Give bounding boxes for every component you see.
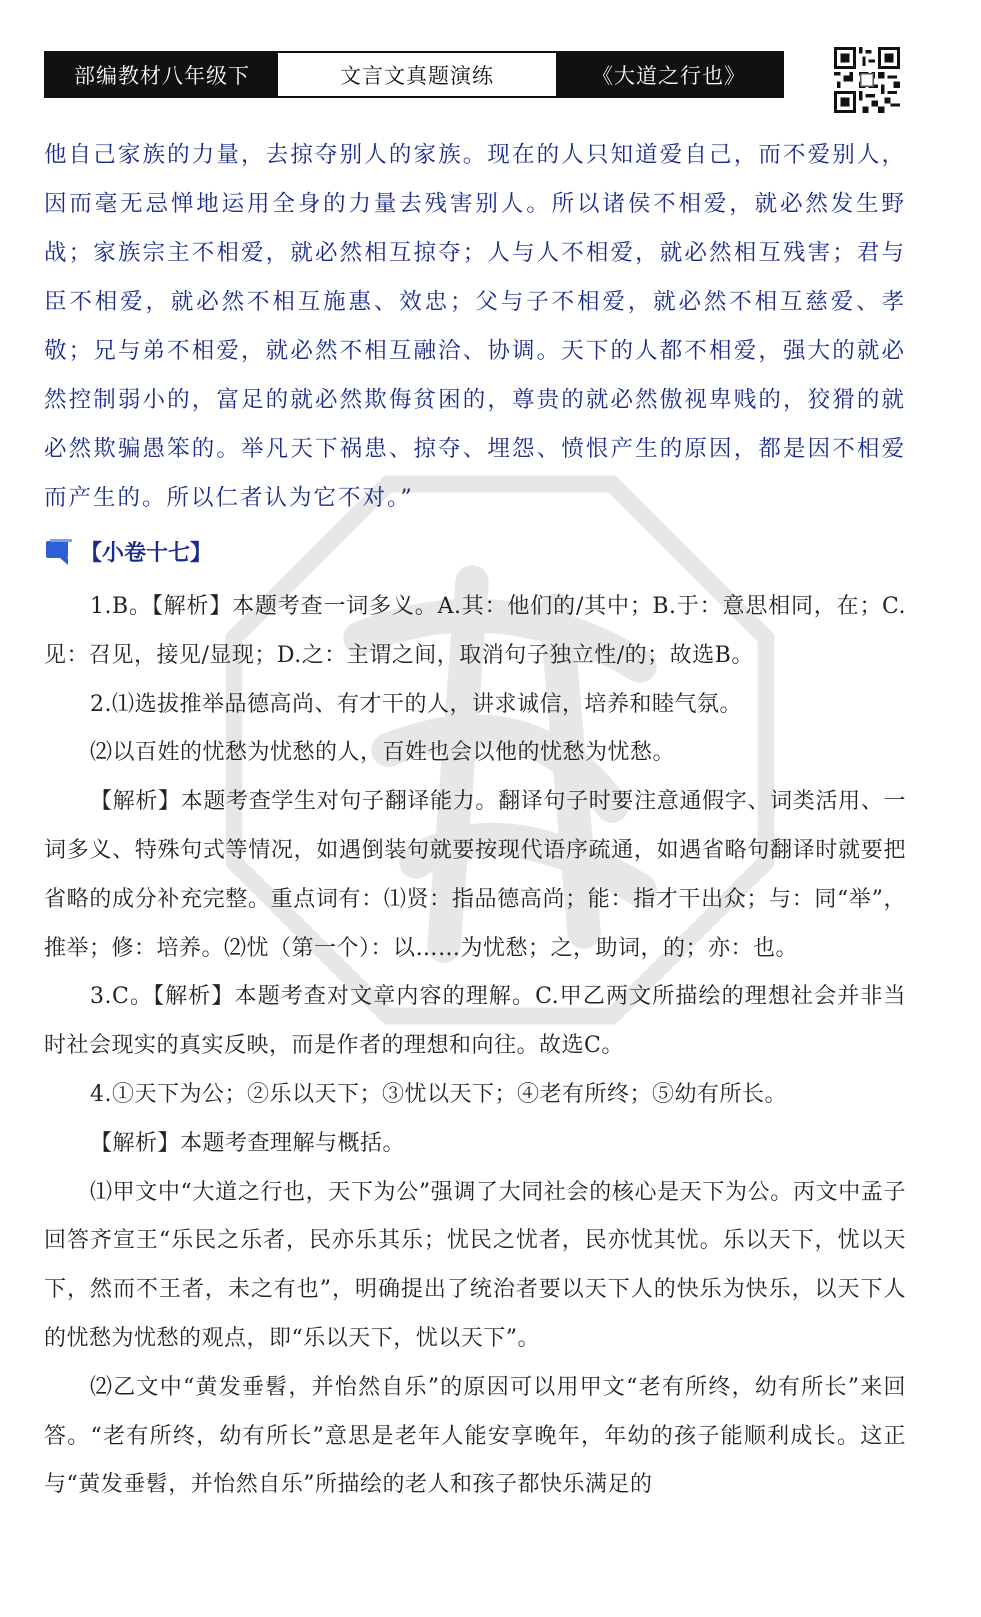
answer-2-1: 2.⑴选拔推举品德高尚、有才干的人，讲求诚信，培养和睦气氛。 xyxy=(90,691,742,717)
answer-3: 3.C。【解析】本题考查对文章内容的理解。C.甲乙两文所描绘的理想社会并非当时社会现实的真实反映，而是作者的理想和向往。故选C。 xyxy=(44,984,906,1059)
header-bar xyxy=(44,51,784,98)
answer-4-part-2: ⑵乙文中“黄发垂髫，并怡然自乐”的原因可以用甲文“老有所终，幼有所长”来回答。“老有所终，幼有所长”意思是老年人能安享晚年，年幼的孩子能顺利成长。这正与“黄发垂髫，并怡然自乐”所描绘的老人和孩子都快乐满足的 xyxy=(44,1374,906,1498)
qr-code-icon xyxy=(834,47,900,113)
answer-1: 1.B。【解析】本题考查一词多义。A.其：他们的/其中；B.于：意思相同，在；C.见：召见，接见/显现；D.之：主谓之间，取消句子独立性/的；故选B。 xyxy=(44,594,906,668)
answer-2-2: ⑵以百姓的忧愁为忧愁的人，百姓也会以他的忧愁为忧愁。 xyxy=(90,740,676,766)
header-grade: 部编教材八年级下 xyxy=(46,53,278,96)
answer-4: 4.①天下为公；②乐以天下；③忧以天下；④老有所终；⑤幼有所长。 xyxy=(90,1081,787,1107)
section-title: 【小卷十七】 xyxy=(80,541,213,566)
answer-4-part-1: ⑴甲文中“大道之行也，天下为公”强调了大同社会的核心是天下为公。丙文中孟子回答齐宣王“乐民之乐者，民亦乐其乐；忧民之忧者，民亦忧其忧。乐以天下，忧以天下，然而不王者，未之有也”，明确提出了统治者要以天下人的快乐为快乐，以天下人的忧愁为忧愁的观点，即“乐以天下，忧以天下”。 xyxy=(44,1179,906,1351)
header-subject: 文言文真题演练 xyxy=(278,53,556,96)
translation-text: 他自己家族的力量，去掠夺别人的家族。现在的人只知道爱自己，而不爱别人，因而毫无忌惮地运用全身的力量去残害别人。所以诸侯不相爱，就必然发生野战；家族宗主不相爱，就必然相互掠夺；人与人不相爱，就必然相互残害；君与臣不相爱，就必然不相互施惠、效忠；父与子不相爱，就必然不相互慈爱、孝敬；兄与弟不相爱，就必然不相互融洽、协调。天下的人都不相爱，强大的就必然控制弱小的，富足的就必然欺侮贫困的，尊贵的就必然傲视卑贱的，狡猾的就必然欺骗愚笨的。举凡天下祸患、掠夺、埋怨、愤恨产生的原因，都是因不相爱而产生的。所以仁者认为它不对。” xyxy=(44,142,906,511)
answer-section xyxy=(44,583,906,1510)
section-heading xyxy=(44,536,212,567)
answer-2-analysis: 【解析】本题考查学生对句子翻译能力。翻译句子时要注意通假字、词类活用、一词多义、特殊句式等情况，如遇倒装句就要按现代语序疏通，如遇省略句翻译时就要把省略的成分补充完整。重点词有：⑴贤：指品德高尚；能：指才干出众；与：同“举”，推举；修：培养。⑵忧（第一个）：以……为忧愁；之，助词，的；亦：也。 xyxy=(44,789,906,961)
answer-4-analysis: 【解析】本题考查理解与概括。 xyxy=(90,1130,406,1156)
chat-bubble-icon xyxy=(44,538,74,566)
header-lesson: 《大道之行也》 xyxy=(556,53,782,96)
